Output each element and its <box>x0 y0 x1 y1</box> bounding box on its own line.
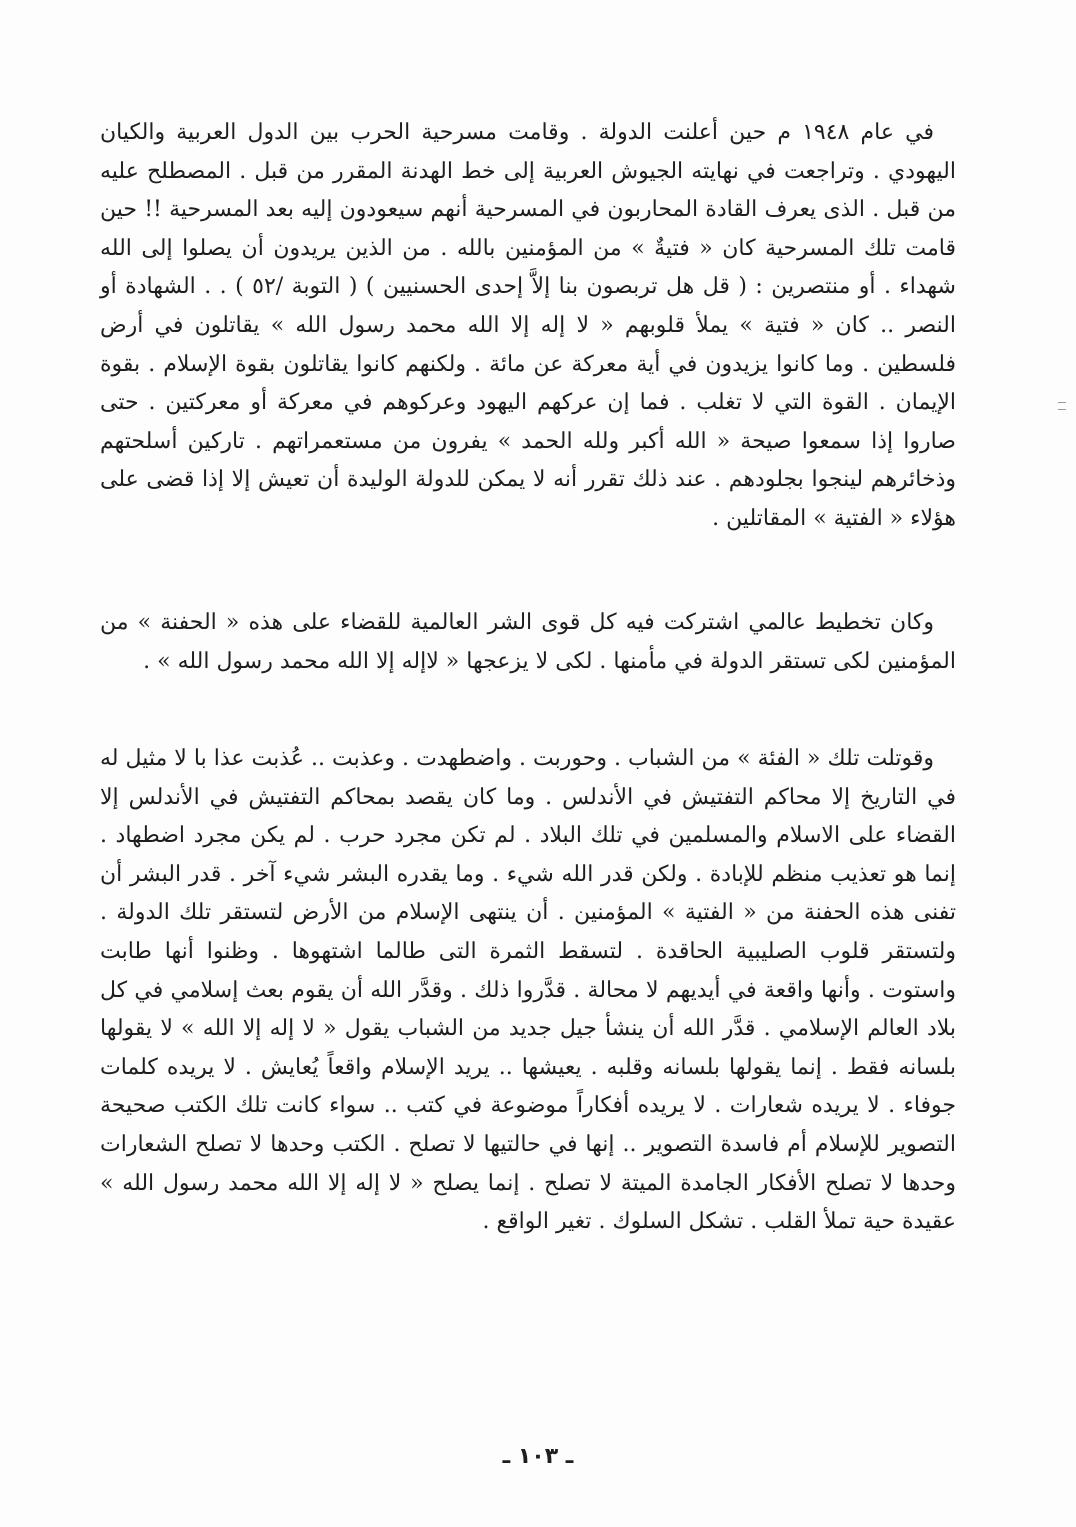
body-text-block-2 <box>100 604 956 681</box>
page-number: ـ ١٠٣ ـ <box>502 1444 574 1469</box>
margin-mark <box>1058 402 1066 410</box>
paragraph-2: وكان تخطيط عالمي اشتركت فيه كل قوى الشر العالمية للقضاء على هذه « الحفنة » من المؤمنين لكى تستقر الدولة في مأمنها . لكى لا يزعجها « لاإله إلا الله محمد رسول الله » . <box>100 610 956 674</box>
paragraph-3: وقوتلت تلك « الفئة » من الشباب . وحوربت . واضطهدت . وعذبت .. عُذبت عذا با لا مثيل له في التاريخ إلا محاكم التفتيش في الأندلس . وما كان يقصد بمحاكم التفتيش في الأندلس إلا القضاء على الاسلام والمسلمين في تلك البلاد . لم تكن مجرد حرب . لم يكن مجرد اضطهاد . إنما هو تعذيب منظم للإبادة . ولكن قدر الله شيء . وما يقدره البشر شيء آخر . قدر البشر أن تفنى هذه الحفنة من « الفتية » المؤمنين . أن ينتهى الإسلام من الأرض لتستقر تلك الدولة . ولتستقر قلوب الصليبية الحاقدة . لتسقط الثمرة التى طالما اشتهوها . وظنوا أنها طابت واستوت . وأنها واقعة في أيديهم لا محالة . قدَّروا ذلك . وقدَّر الله أن يقوم بعث إسلامي في كل بلاد العالم الإسلامي . قدَّر الله أن ينشأ جيل جديد من الشباب يقول « لا إله إلا الله » لا يقولها بلسانه فقط . إنما يقولها بلسانه وقلبه . يعيشها .. يريد الإسلام واقعاً يُعايش . لا يريده كلمات جوفاء . لا يريده شعارات . لا يريده أفكاراً موضوعة في كتب .. سواء كانت تلك الكتب صحيحة التصوير للإسلام أم فاسدة التصوير .. إنها في حالتيها لا تصلح . الكتب وحدها لا تصلح الشعارات وحدها لا تصلح الأفكار الجامدة الميتة لا تصلح . إنما يصلح « لا إله إلا الله محمد رسول الله » عقيدة حية تملأ القلب . تشكل السلوك . تغير الواقع . <box>100 746 956 1235</box>
body-text-block-3 <box>100 740 956 1242</box>
body-text-block-1 <box>100 114 956 539</box>
paragraph-1: في عام ١٩٤٨ م حين أعلنت الدولة . وقامت مسرحية الحرب بين الدول العربية والكيان اليهودي . وتراجعت في نهايته الجيوش العربية إلى خط الهدنة المقرر من قبل . المصطلح عليه من قبل . الذى يعرف القادة المحاربون في المسرحية أنهم سيعودون إليه بعد المسرحية !! حين قامت تلك المسرحية كان « فتيةٌ » من المؤمنين بالله . من الذين يريدون أن يصلوا إلى الله شهداء . أو منتصرين : ( قل هل تربصون بنا إلاَّ إحدى الحسنيين ) ( التوبة /٥٢ ) . . الشهادة أو النصر .. كان « فتية » يملأ قلوبهم « لا إله إلا الله محمد رسول الله » يقاتلون في أرض فلسطين . وما كانوا يزيدون في أية معركة عن مائة . ولكنهم كانوا يقاتلون بقوة الإسلام . بقوة الإيمان . القوة التي لا تغلب . فما إن عركهم اليهود وعركوهم في معركة أو معركتين . حتى صاروا إذا سمعوا صيحة « الله أكبر ولله الحمد » يفرون من مستعمراتهم . تاركين أسلحتهم وذخائرهم لينجوا بجلودهم . عند ذلك تقرر أنه لا يمكن للدولة الوليدة أن تعيش إلا إذا قضى على هؤلاء « الفتية » المقاتلين . <box>100 120 956 531</box>
